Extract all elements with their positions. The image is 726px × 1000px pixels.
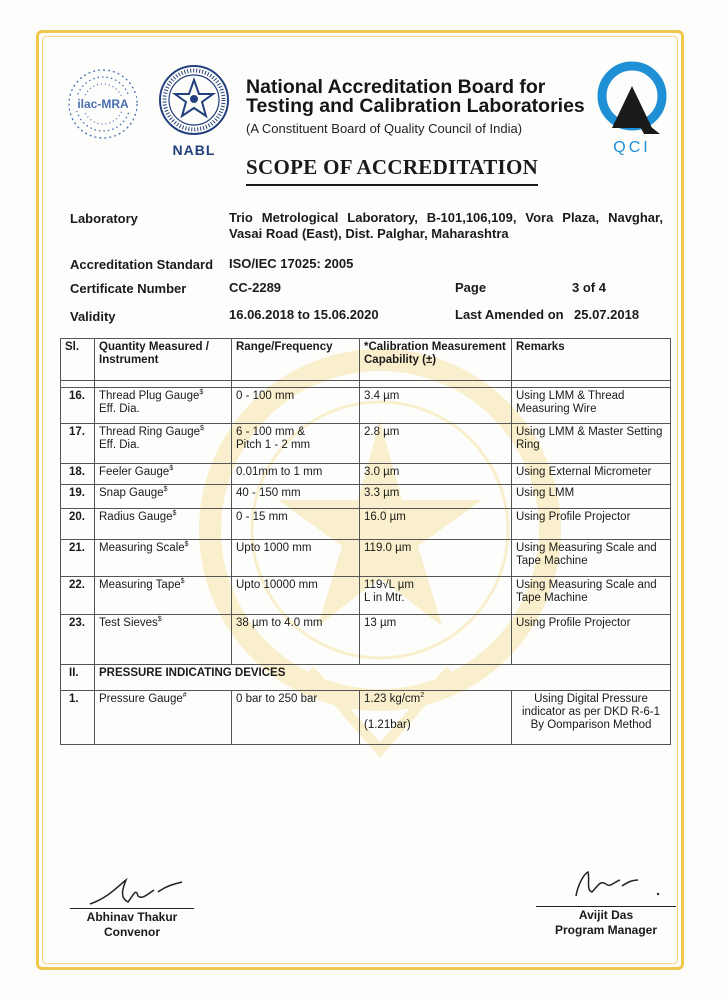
row-cmc: 3.0 µm: [360, 464, 512, 485]
convenor-role-text: Convenor: [103, 925, 160, 939]
row-remarks: Using LMM: [512, 485, 671, 509]
row-sl: 22.: [61, 577, 95, 615]
row-range: 0 - 15 mm: [232, 509, 360, 540]
header-quantity: Quantity Measured / Instrument: [95, 339, 232, 381]
row-cmc: 3.4 µm: [360, 388, 512, 424]
row-sl: 19.: [61, 485, 95, 509]
board-title: [246, 78, 596, 116]
board-title-line1: National Accreditation Board for: [246, 76, 546, 98]
table-row: [61, 577, 671, 615]
program-manager-name: Avijit Das: [578, 908, 634, 922]
row-quantity: [95, 691, 232, 745]
quantity-text: Thread Plug Gauge: [99, 390, 200, 402]
row-remarks: Using Measuring Scale and Tape Machine: [512, 540, 671, 577]
qci-logo: [594, 60, 670, 156]
row-range: 38 µm to 4.0 mm: [232, 615, 360, 665]
amended-label: Last Amended on: [455, 307, 564, 322]
convenor-sign-line: [70, 908, 194, 909]
row-cmc: 13 µm: [360, 615, 512, 665]
row-cmc: 119.0 µm: [360, 540, 512, 577]
row-cmc: 2.8 µm: [360, 424, 512, 464]
section-row: [61, 665, 671, 691]
row-cmc: 3.3 µm: [360, 485, 512, 509]
quantity-text: Radius Gauge: [99, 511, 173, 523]
standard-label: Accreditation Standard: [70, 257, 214, 272]
row-sl: 1.: [61, 691, 95, 745]
nabl-logo: [152, 62, 236, 160]
quantity-sub: Eff. Dia.: [99, 439, 140, 451]
table-header-row: [61, 339, 671, 381]
range-text: 6 - 100 mm &: [236, 426, 306, 438]
quantity-text: Test Sieves: [99, 617, 158, 629]
quantity-mark: $: [169, 465, 174, 473]
table-row: [61, 615, 671, 665]
row-sl: 21.: [61, 540, 95, 577]
program-manager-signature: [566, 866, 666, 906]
nabl-logo-text: NABL: [172, 142, 216, 158]
row-quantity: [95, 577, 232, 615]
table-row: [61, 464, 671, 485]
header-remarks: Remarks: [512, 339, 671, 381]
board-title-line2: Testing and Calibration Laboratories: [246, 95, 585, 117]
quantity-text: Snap Gauge: [99, 487, 164, 499]
standard-value: ISO/IEC 17025: 2005: [229, 256, 354, 271]
row-range: Upto 10000 mm: [232, 577, 360, 615]
row-sl: 23.: [61, 615, 95, 665]
row-range: 0 bar to 250 bar: [232, 691, 360, 745]
row-range: 40 - 150 mm: [232, 485, 360, 509]
convenor-signature: [88, 876, 188, 910]
table-row: [61, 509, 671, 540]
section-title: PRESSURE INDICATING DEVICES: [95, 665, 671, 691]
quantity-text: Measuring Scale: [99, 542, 185, 554]
range-text: 0 - 100 mm: [236, 390, 295, 402]
row-remarks: Using LMM & Master Setting Ring: [512, 424, 671, 464]
validity-label: Validity: [70, 309, 116, 324]
section-sl: II.: [61, 665, 95, 691]
cmc-text: 119√L µm: [364, 579, 415, 591]
range-sub: Pitch 1 - 2 mm: [236, 439, 311, 451]
table-gap: [61, 381, 671, 388]
validity-value: 16.06.2018 to 15.06.2020: [229, 307, 379, 322]
row-remarks: Using Digital Pressure indicator as per DKD R-6-1 By Oomparison Method: [512, 691, 671, 745]
row-range: [232, 388, 360, 424]
page-label: Page: [455, 280, 487, 295]
row-remarks: Using Profile Projector: [512, 615, 671, 665]
cmc-sub: L in Mtr.: [364, 592, 405, 604]
qci-logo-text: QCI: [613, 139, 651, 156]
row-cmc: [360, 691, 512, 745]
row-sl: 20.: [61, 509, 95, 540]
row-sl: 16.: [61, 388, 95, 424]
row-range: Upto 1000 mm: [232, 540, 360, 577]
amended-value: 25.07.2018: [574, 307, 640, 322]
row-cmc: 16.0 µm: [360, 509, 512, 540]
header-range: Range/Frequency: [232, 339, 360, 381]
laboratory-label: Laboratory: [70, 211, 138, 226]
page-value: 3 of 4: [572, 280, 606, 295]
quantity-sub: Eff. Dia.: [99, 403, 140, 415]
table-row: [61, 485, 671, 509]
row-quantity: [95, 509, 232, 540]
ilac-logo-text: ilac-MRA: [77, 97, 129, 111]
cmc-text: 1.23 kg/cm: [364, 693, 421, 705]
convenor-block: [70, 910, 194, 940]
certificate-value: CC-2289: [229, 280, 282, 295]
quantity-text: Feeler Gauge: [99, 466, 170, 478]
table-row: [61, 540, 671, 577]
quantity-mark: $: [172, 510, 177, 518]
row-quantity: [95, 464, 232, 485]
quantity-mark: $: [180, 578, 185, 586]
quantity-mark: $: [157, 616, 162, 624]
board-subtitle: (A Constituent Board of Quality Council of India): [246, 121, 523, 136]
row-remarks: Using LMM & Thread Measuring Wire: [512, 388, 671, 424]
row-quantity: [95, 485, 232, 509]
table-row-pressure: [61, 691, 671, 745]
ilac-mra-logo: [64, 66, 142, 142]
row-range: [232, 424, 360, 464]
row-remarks: Using External Micrometer: [512, 464, 671, 485]
quantity-text: Thread Ring Gauge: [99, 426, 201, 438]
laboratory-value: Trio Metrological Laboratory, B-101,106,109, Vora Plaza, Navghar, Vasai Road (East), Dist. Palghar, Maharashtra: [229, 210, 663, 241]
quantity-text: Pressure Gauge: [99, 693, 183, 705]
row-remarks: Using Profile Projector: [512, 509, 671, 540]
program-manager-sign-line: [536, 906, 676, 907]
cmc-sub: (1.21bar): [364, 719, 411, 731]
row-remarks: Using Measuring Scale and Tape Machine: [512, 577, 671, 615]
program-manager-role: Program Manager: [554, 923, 658, 937]
header-sl: Sl.: [61, 339, 95, 381]
quantity-mark: #: [182, 692, 187, 700]
row-quantity: [95, 615, 232, 665]
convenor-name: Abhinav Thakur: [86, 910, 178, 924]
quantity-text: Measuring Tape: [99, 579, 181, 591]
table-row: [61, 424, 671, 464]
row-cmc: [360, 577, 512, 615]
header-cmc: *Calibration Measurement Capability (±): [360, 339, 512, 381]
scope-title: SCOPE OF ACCREDITATION: [246, 155, 538, 186]
quantity-mark: $: [199, 389, 204, 397]
certificate-label: Certificate Number: [70, 281, 187, 296]
scope-table: [60, 338, 671, 745]
row-sl: 18.: [61, 464, 95, 485]
program-manager-block: [536, 908, 676, 938]
row-quantity: [95, 540, 232, 577]
quantity-mark: $: [184, 541, 189, 549]
quantity-mark: $: [200, 425, 204, 433]
cmc-sup: 2: [420, 692, 425, 700]
row-range: 0.01mm to 1 mm: [232, 464, 360, 485]
row-quantity: [95, 388, 232, 424]
row-sl: 17.: [61, 424, 95, 464]
row-quantity: [95, 424, 232, 464]
table-row: [61, 388, 671, 424]
quantity-mark: $: [163, 486, 168, 494]
